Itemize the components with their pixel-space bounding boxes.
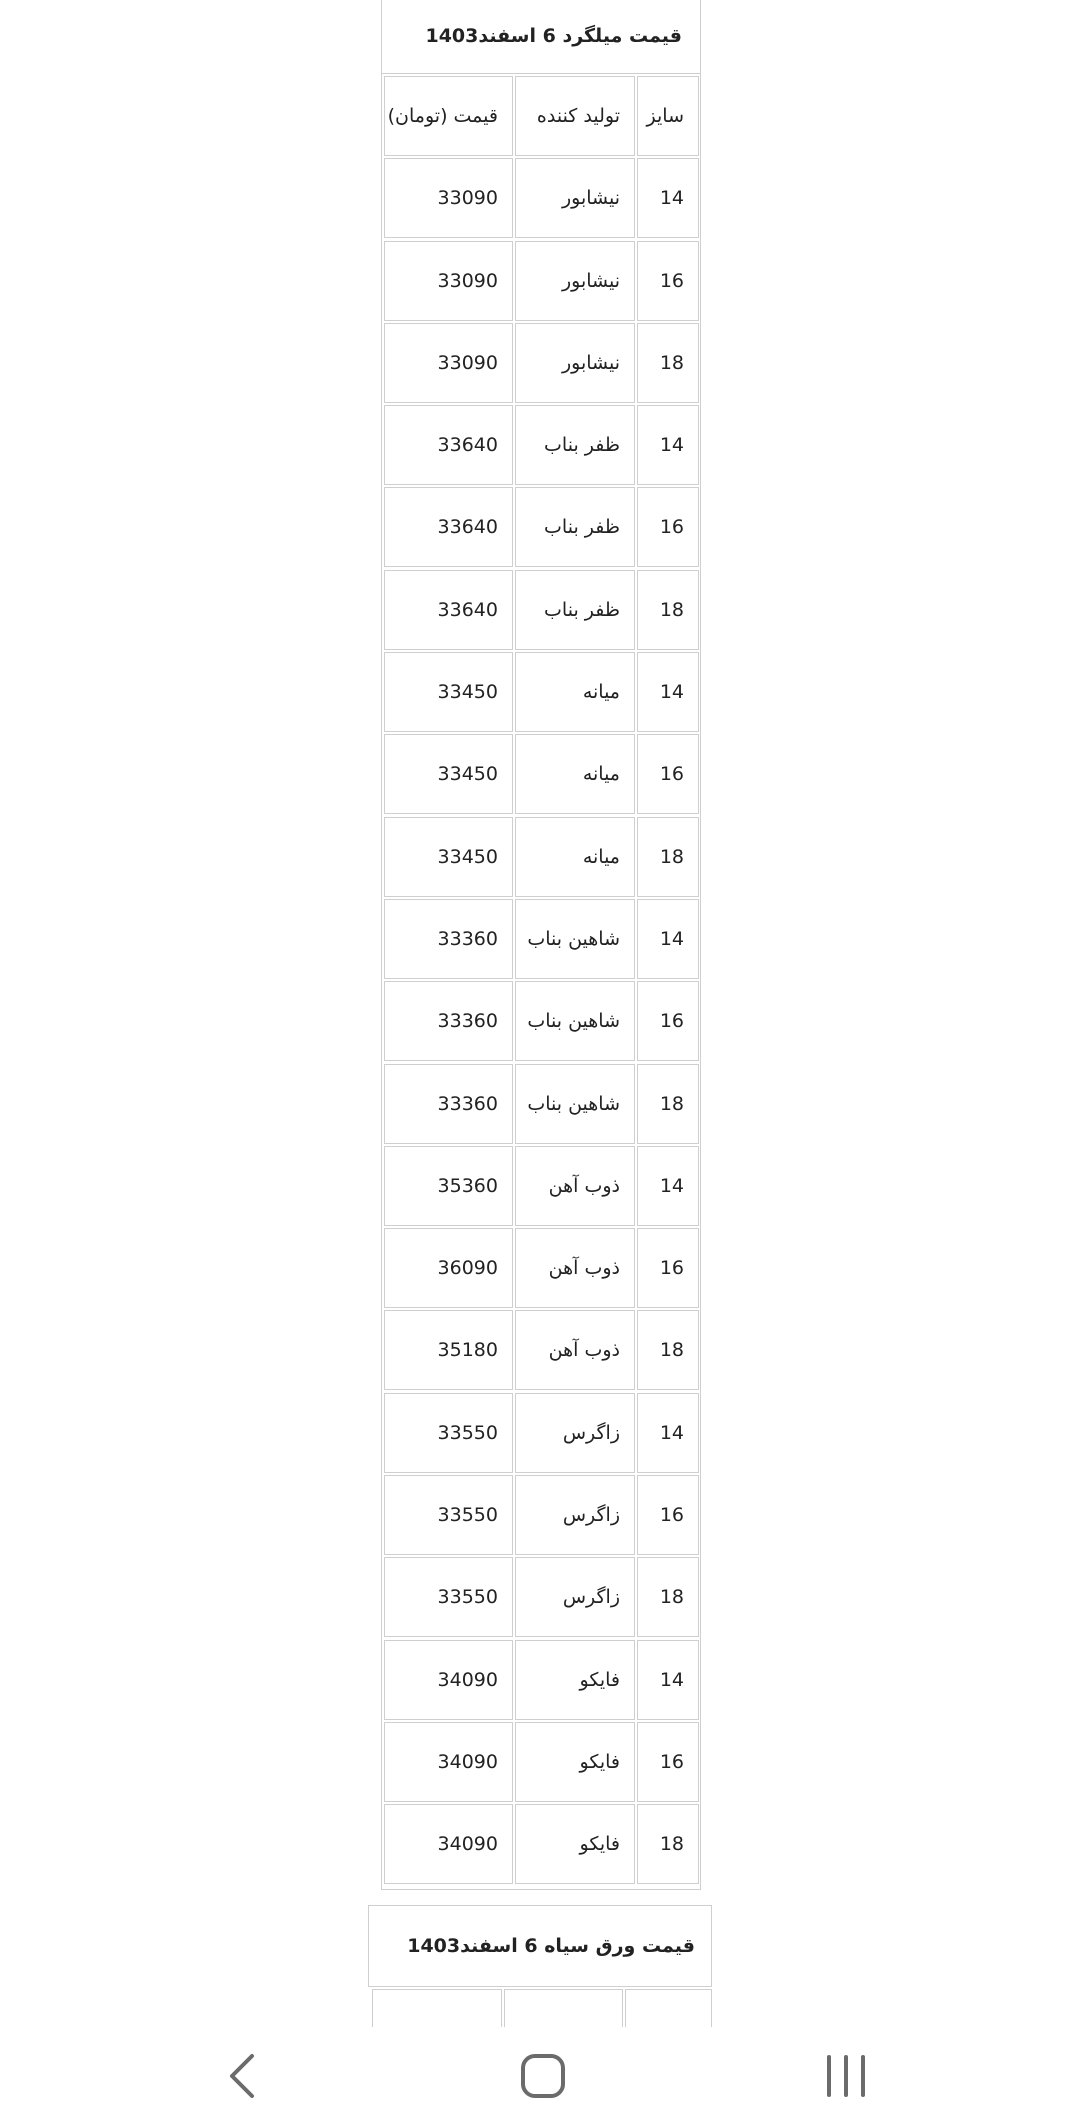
price-cell: 33360 [384,981,513,1061]
table-row [383,1804,699,1884]
price-cell: 33450 [384,652,513,732]
table-row [383,487,699,567]
size-cell: 14 [637,1146,699,1226]
price-cell: 33360 [384,1064,513,1144]
back-button[interactable] [172,2027,312,2124]
price-cell: 33090 [384,241,513,321]
table-row [383,1557,699,1637]
size-cell: 18 [637,323,699,403]
table-row [383,1393,699,1473]
three-bars-icon [821,2051,871,2101]
price-cell: 33550 [384,1557,513,1637]
price-cell: 35180 [384,1310,513,1390]
table-row [383,323,699,403]
size-cell: 18 [637,1557,699,1637]
rebar-table-title: قیمت میلگرد 6 اسفند1403 [382,0,700,74]
manufacturer-cell: میانه [515,817,635,897]
manufacturer-cell: ذوب آهن [515,1310,635,1390]
price-cell: 33640 [384,405,513,485]
sheet-table-title: قیمت ورق سیاه 6 اسفند1403 [368,1905,712,1987]
price-cell: 33090 [384,323,513,403]
price-cell: 33450 [384,734,513,814]
price-cell: 34090 [384,1804,513,1884]
system-navigation-bar [0,2027,1080,2124]
price-cell: 33550 [384,1393,513,1473]
rounded-square-icon [518,2051,568,2101]
table-row [383,158,699,238]
price-cell: 33360 [384,899,513,979]
manufacturer-cell: ظفر بناب [515,570,635,650]
table-row [383,1475,699,1555]
size-cell: 18 [637,570,699,650]
price-cell: 33640 [384,570,513,650]
size-cell: 18 [637,817,699,897]
table-row [383,405,699,485]
size-cell: 14 [637,899,699,979]
recent-apps-button[interactable] [776,2027,916,2124]
manufacturer-cell: فایکو [515,1804,635,1884]
manufacturer-cell: زاگرس [515,1475,635,1555]
table-row [383,652,699,732]
size-cell: 16 [637,487,699,567]
size-cell: 18 [637,1310,699,1390]
table-row [383,1640,699,1720]
header-price: قیمت (تومان) [384,76,513,156]
table-row [383,241,699,321]
table-row [383,981,699,1061]
table-header-row [383,76,699,156]
table-row [383,1722,699,1802]
manufacturer-cell: نیشابور [515,241,635,321]
size-cell: 14 [637,1640,699,1720]
price-cell: 33640 [384,487,513,567]
chevron-left-icon [222,2051,262,2101]
price-cell: 34090 [384,1722,513,1802]
manufacturer-cell: میانه [515,734,635,814]
manufacturer-cell: زاگرس [515,1557,635,1637]
rebar-table-body [382,74,700,1889]
manufacturer-cell: زاگرس [515,1393,635,1473]
manufacturer-cell: شاهین بناب [515,899,635,979]
size-cell: 16 [637,734,699,814]
table-row [383,1228,699,1308]
size-cell: 16 [637,241,699,321]
header-manufacturer: تولید کننده [515,76,635,156]
price-cell: 36090 [384,1228,513,1308]
size-cell: 16 [637,1228,699,1308]
price-cell: 33450 [384,817,513,897]
size-cell: 18 [637,1804,699,1884]
size-cell: 14 [637,1393,699,1473]
price-cell: 35360 [384,1146,513,1226]
size-cell: 16 [637,1722,699,1802]
rebar-price-table [381,0,701,1890]
manufacturer-cell: ظفر بناب [515,405,635,485]
table-row [383,899,699,979]
size-cell: 18 [637,1064,699,1144]
manufacturer-cell: نیشابور [515,158,635,238]
table-row [383,817,699,897]
size-cell: 14 [637,405,699,485]
manufacturer-cell: فایکو [515,1722,635,1802]
header-size: سایز [637,76,699,156]
manufacturer-cell: شاهین بناب [515,981,635,1061]
manufacturer-cell: ذوب آهن [515,1228,635,1308]
price-cell: 34090 [384,1640,513,1720]
size-cell: 14 [637,158,699,238]
manufacturer-cell: شاهین بناب [515,1064,635,1144]
manufacturer-cell: فایکو [515,1640,635,1720]
size-cell: 16 [637,981,699,1061]
table-row [383,1310,699,1390]
rebar-rows [383,158,699,1884]
size-cell: 16 [637,1475,699,1555]
table-row [383,1146,699,1226]
manufacturer-cell: میانه [515,652,635,732]
price-cell: 33090 [384,158,513,238]
manufacturer-cell: ذوب آهن [515,1146,635,1226]
price-cell: 33550 [384,1475,513,1555]
manufacturer-cell: نیشابور [515,323,635,403]
table-row [383,1064,699,1144]
manufacturer-cell: ظفر بناب [515,487,635,567]
home-button[interactable] [473,2027,613,2124]
table-row [383,734,699,814]
size-cell: 14 [637,652,699,732]
table-row [383,570,699,650]
